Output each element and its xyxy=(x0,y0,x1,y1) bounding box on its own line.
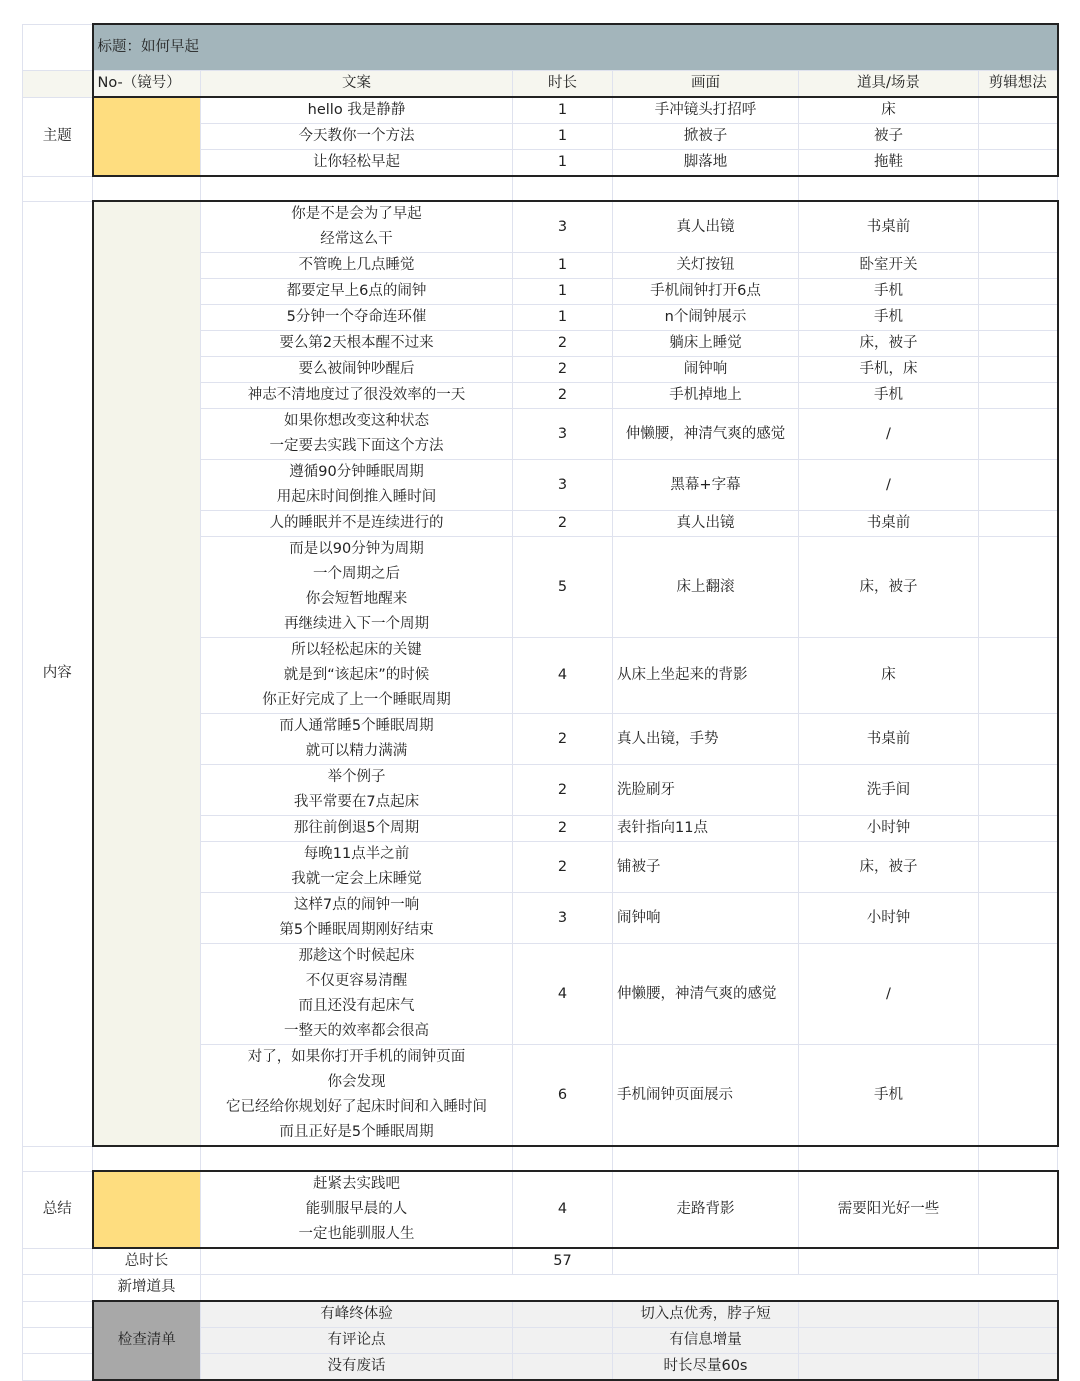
script-cell[interactable] xyxy=(201,511,513,537)
duration-cell[interactable]: 3 xyxy=(513,409,613,460)
script-line: 你会短暂地醒来 xyxy=(305,591,408,607)
script-line: 5分钟一个夺命连环催 xyxy=(286,309,427,325)
edit-idea-cell[interactable] xyxy=(979,383,1058,409)
script-line: 人的睡眠并不是连续进行的 xyxy=(269,515,444,531)
script-line: 能驯服早晨的人 xyxy=(305,1201,408,1217)
edit-idea-cell[interactable] xyxy=(979,305,1058,331)
duration-cell[interactable]: 2 xyxy=(513,842,613,893)
row-gutter[interactable] xyxy=(23,1301,93,1328)
edit-idea-cell[interactable] xyxy=(979,714,1058,765)
edit-idea-cell[interactable] xyxy=(979,279,1058,305)
props-cell[interactable]: 手机 xyxy=(799,279,979,305)
script-cell[interactable] xyxy=(201,409,513,460)
checklist-item[interactable]: 有信息增量 xyxy=(613,1328,799,1354)
scene-cell[interactable]: 关灯按钮 xyxy=(613,253,799,279)
props-cell[interactable]: 床，被子 xyxy=(799,331,979,357)
script-line: 举个例子 xyxy=(327,769,386,785)
section-label-summary[interactable]: 总结 xyxy=(23,1171,93,1248)
script-cell[interactable] xyxy=(201,279,513,305)
props-cell[interactable]: 床 xyxy=(799,638,979,714)
props-cell[interactable]: 手机 xyxy=(799,1045,979,1147)
duration-cell[interactable]: 5 xyxy=(513,537,613,638)
script-line: 一个周期之后 xyxy=(313,566,400,582)
scene-cell[interactable]: 掀被子 xyxy=(613,124,799,150)
script-cell[interactable] xyxy=(201,1171,513,1248)
empty-cell[interactable] xyxy=(201,176,513,201)
edit-idea-cell[interactable] xyxy=(979,150,1058,177)
total-duration[interactable]: 57 xyxy=(513,1248,613,1275)
edit-idea-cell[interactable] xyxy=(979,357,1058,383)
script-line: 而是以90分钟为周期 xyxy=(289,541,424,557)
duration-cell[interactable]: 2 xyxy=(513,383,613,409)
script-line: 要么第2天根本醒不过来 xyxy=(279,335,434,351)
script-line: 如果你想改变这种状态 xyxy=(284,413,429,429)
props-cell[interactable]: 小时钟 xyxy=(799,893,979,944)
new-props-value[interactable] xyxy=(201,1275,1058,1302)
script-line: 我平常要在7点起床 xyxy=(293,794,420,810)
props-cell[interactable]: 书桌前 xyxy=(799,511,979,537)
duration-cell[interactable]: 3 xyxy=(513,201,613,253)
script-line: 赶紧去实践吧 xyxy=(313,1176,400,1192)
props-cell[interactable]: 卧室开关 xyxy=(799,253,979,279)
props-cell[interactable]: / xyxy=(799,944,979,1045)
table-row xyxy=(23,71,1058,98)
edit-idea-cell[interactable] xyxy=(979,409,1058,460)
script-cell[interactable] xyxy=(201,357,513,383)
script-cell[interactable] xyxy=(201,383,513,409)
scene-cell[interactable]: 手机掉地上 xyxy=(613,383,799,409)
empty-cell[interactable] xyxy=(979,1146,1058,1171)
empty-cell[interactable] xyxy=(799,1328,979,1354)
script-line: 那趁这个时候起床 xyxy=(298,948,415,964)
empty-cell[interactable] xyxy=(799,1354,979,1381)
row-gutter[interactable] xyxy=(23,1328,93,1354)
edit-idea-cell[interactable] xyxy=(979,765,1058,816)
column-header[interactable]: 道具/场景 xyxy=(799,71,979,98)
script-cell[interactable] xyxy=(201,765,513,816)
script-line: 一定要去实践下面这个方法 xyxy=(269,438,444,454)
duration-cell[interactable]: 4 xyxy=(513,1171,613,1248)
edit-idea-cell[interactable] xyxy=(979,97,1058,124)
script-line: 而人通常睡5个睡眠周期 xyxy=(279,718,434,734)
scene-cell[interactable]: 黑幕+字幕 xyxy=(613,460,799,511)
total-label[interactable]: 总时长 xyxy=(93,1248,201,1275)
duration-cell[interactable]: 4 xyxy=(513,638,613,714)
duration-cell[interactable]: 2 xyxy=(513,765,613,816)
duration-cell[interactable]: 1 xyxy=(513,253,613,279)
checklist-label[interactable]: 检查清单 xyxy=(93,1301,201,1380)
script-line: 一整天的效率都会很高 xyxy=(284,1023,429,1039)
edit-idea-cell[interactable] xyxy=(979,1045,1058,1147)
script-line: 我就一定会上床睡觉 xyxy=(291,871,422,887)
edit-idea-cell[interactable] xyxy=(979,1171,1058,1248)
script-line: 用起床时间倒推入睡时间 xyxy=(276,489,437,505)
scene-cell[interactable]: 真人出镜，手势 xyxy=(613,714,799,765)
table-row xyxy=(23,1171,1058,1248)
scene-cell[interactable]: 走路背影 xyxy=(613,1171,799,1248)
scene-cell[interactable]: 伸懒腰，神清气爽的感觉 xyxy=(613,409,799,460)
sheet-title[interactable]: 标题：如何早起 xyxy=(93,24,1058,71)
duration-cell[interactable]: 2 xyxy=(513,511,613,537)
column-header[interactable]: 文案 xyxy=(201,71,513,98)
script-cell[interactable] xyxy=(201,124,513,150)
script-line: 它已经给你规划好了起床时间和入睡时间 xyxy=(226,1099,487,1115)
script-line: 你是不是会为了早起 xyxy=(291,206,422,222)
shot-number-cell[interactable] xyxy=(93,1171,201,1248)
section-label-theme[interactable]: 主题 xyxy=(23,97,93,176)
script-cell[interactable] xyxy=(201,638,513,714)
empty-cell[interactable] xyxy=(799,1248,979,1275)
props-cell[interactable]: 手机，床 xyxy=(799,357,979,383)
edit-idea-cell[interactable] xyxy=(979,537,1058,638)
script-line: 每晚11点半之前 xyxy=(303,846,410,862)
table-row xyxy=(23,1248,1058,1275)
script-line: 让你轻松早起 xyxy=(313,154,400,170)
scene-cell[interactable]: 真人出镜 xyxy=(613,511,799,537)
props-cell[interactable]: 手机 xyxy=(799,305,979,331)
storyboard-sheet xyxy=(22,23,1059,1381)
scene-cell[interactable]: 铺被子 xyxy=(613,842,799,893)
script-line: 遵循90分钟睡眠周期 xyxy=(289,464,424,480)
edit-idea-cell[interactable] xyxy=(979,816,1058,842)
empty-cell[interactable] xyxy=(799,1146,979,1171)
checklist-item[interactable]: 切入点优秀，脖子短 xyxy=(613,1301,799,1328)
empty-cell[interactable] xyxy=(513,1354,613,1381)
checklist-item[interactable]: 没有废话 xyxy=(201,1354,513,1381)
empty-cell[interactable] xyxy=(23,1146,93,1171)
script-line: 你正好完成了上一个睡眠周期 xyxy=(262,692,451,708)
row-gutter[interactable] xyxy=(23,1354,93,1381)
script-line: 一定也能驯服人生 xyxy=(298,1226,415,1242)
empty-cell[interactable] xyxy=(513,1301,613,1328)
props-cell[interactable]: 小时钟 xyxy=(799,816,979,842)
scene-cell[interactable]: 真人出镜 xyxy=(613,201,799,253)
row-gutter[interactable] xyxy=(23,1275,93,1302)
props-cell[interactable]: 需要阳光好一些 xyxy=(799,1171,979,1248)
empty-cell[interactable] xyxy=(799,176,979,201)
duration-cell[interactable]: 2 xyxy=(513,816,613,842)
script-cell[interactable] xyxy=(201,201,513,253)
script-line: 就是到“该起床”的时候 xyxy=(283,667,430,683)
scene-cell[interactable]: 伸懒腰，神清气爽的感觉 xyxy=(613,944,799,1045)
props-cell[interactable]: 拖鞋 xyxy=(799,150,979,177)
duration-cell[interactable]: 1 xyxy=(513,305,613,331)
duration-cell[interactable]: 1 xyxy=(513,124,613,150)
duration-cell[interactable]: 6 xyxy=(513,1045,613,1147)
script-line: 要么被闹钟吵醒后 xyxy=(298,361,415,377)
empty-cell[interactable] xyxy=(799,1301,979,1328)
script-cell[interactable] xyxy=(201,714,513,765)
duration-cell[interactable]: 3 xyxy=(513,460,613,511)
empty-cell[interactable] xyxy=(201,1248,513,1275)
scene-cell[interactable]: 表针指向11点 xyxy=(613,816,799,842)
empty-cell[interactable] xyxy=(513,1146,613,1171)
props-cell[interactable]: 洗手间 xyxy=(799,765,979,816)
script-line: hello 我是静静 xyxy=(307,102,406,118)
table-row xyxy=(23,1275,1058,1302)
duration-cell[interactable]: 2 xyxy=(513,714,613,765)
edit-idea-cell[interactable] xyxy=(979,253,1058,279)
scene-cell[interactable]: n个闹钟展示 xyxy=(613,305,799,331)
script-cell[interactable] xyxy=(201,816,513,842)
table-row xyxy=(23,1146,1058,1171)
checklist-item[interactable]: 有评论点 xyxy=(201,1328,513,1354)
props-cell[interactable]: 床，被子 xyxy=(799,537,979,638)
scene-cell[interactable]: 床上翻滚 xyxy=(613,537,799,638)
scene-cell[interactable]: 躺床上睡觉 xyxy=(613,331,799,357)
column-header[interactable]: 时长 xyxy=(513,71,613,98)
script-line: 都要定早上6点的闹钟 xyxy=(286,283,427,299)
duration-cell[interactable]: 1 xyxy=(513,279,613,305)
checklist-item[interactable]: 时长尽量60s xyxy=(613,1354,799,1381)
shot-number-cell[interactable] xyxy=(93,97,201,176)
props-cell[interactable]: / xyxy=(799,409,979,460)
edit-idea-cell[interactable] xyxy=(979,201,1058,253)
script-line: 不管晚上几点睡觉 xyxy=(298,257,415,273)
script-line: 不仅更容易清醒 xyxy=(305,973,408,989)
empty-cell[interactable] xyxy=(513,176,613,201)
empty-cell[interactable] xyxy=(979,1301,1058,1328)
empty-cell[interactable] xyxy=(979,1248,1058,1275)
edit-idea-cell[interactable] xyxy=(979,842,1058,893)
duration-cell[interactable]: 2 xyxy=(513,357,613,383)
empty-cell[interactable] xyxy=(613,1248,799,1275)
script-cell[interactable] xyxy=(201,1045,513,1147)
scene-cell[interactable]: 闹钟响 xyxy=(613,357,799,383)
duration-cell[interactable]: 4 xyxy=(513,944,613,1045)
duration-cell[interactable]: 1 xyxy=(513,150,613,177)
edit-idea-cell[interactable] xyxy=(979,944,1058,1045)
scene-cell[interactable]: 从床上坐起来的背影 xyxy=(613,638,799,714)
props-cell[interactable]: 床，被子 xyxy=(799,842,979,893)
empty-cell[interactable] xyxy=(613,1146,799,1171)
table-row xyxy=(23,176,1058,201)
scene-cell[interactable]: 手机闹钟打开6点 xyxy=(613,279,799,305)
empty-cell[interactable] xyxy=(93,1146,201,1171)
script-line: 而且还没有起床气 xyxy=(298,998,415,1014)
script-cell[interactable] xyxy=(201,460,513,511)
empty-cell[interactable] xyxy=(201,1146,513,1171)
script-line: 那往前倒退5个周期 xyxy=(293,820,420,836)
new-props-label[interactable]: 新增道具 xyxy=(93,1275,201,1302)
table-row xyxy=(23,97,1058,124)
scene-cell[interactable]: 手机闹钟页面展示 xyxy=(613,1045,799,1147)
script-cell[interactable] xyxy=(201,97,513,124)
scene-cell[interactable]: 闹钟响 xyxy=(613,893,799,944)
table-row xyxy=(23,24,1058,71)
edit-idea-cell[interactable] xyxy=(979,460,1058,511)
row-gutter[interactable] xyxy=(23,24,93,71)
script-cell[interactable] xyxy=(201,944,513,1045)
edit-idea-cell[interactable] xyxy=(979,331,1058,357)
edit-idea-cell[interactable] xyxy=(979,638,1058,714)
props-cell[interactable]: 书桌前 xyxy=(799,714,979,765)
script-line: 第5个睡眠周期刚好结束 xyxy=(279,922,434,938)
column-header[interactable]: 画面 xyxy=(613,71,799,98)
empty-cell[interactable] xyxy=(979,176,1058,201)
scene-cell[interactable]: 洗脸刷牙 xyxy=(613,765,799,816)
script-line: 所以轻松起床的关键 xyxy=(291,642,422,658)
edit-idea-cell[interactable] xyxy=(979,124,1058,150)
script-line: 而且正好是5个睡眠周期 xyxy=(279,1124,434,1140)
column-header[interactable]: No-（镜号） xyxy=(93,71,201,98)
empty-cell[interactable] xyxy=(979,1328,1058,1354)
section-label-content[interactable]: 内容 xyxy=(23,201,93,1146)
empty-cell[interactable] xyxy=(23,176,93,201)
table-row xyxy=(23,1301,1058,1328)
props-cell[interactable]: 床 xyxy=(799,97,979,124)
script-cell[interactable] xyxy=(201,253,513,279)
script-line: 再继续进入下一个周期 xyxy=(284,616,429,632)
empty-cell[interactable] xyxy=(613,176,799,201)
scene-cell[interactable]: 手冲镜头打招呼 xyxy=(613,97,799,124)
table-row xyxy=(23,201,1058,253)
props-cell[interactable]: 书桌前 xyxy=(799,201,979,253)
shot-number-cell[interactable] xyxy=(93,201,201,1146)
script-cell[interactable] xyxy=(201,305,513,331)
script-line: 对了，如果你打开手机的闹钟页面 xyxy=(247,1049,466,1065)
row-gutter[interactable] xyxy=(23,1248,93,1275)
checklist-item[interactable]: 有峰终体验 xyxy=(201,1301,513,1328)
column-header[interactable]: 剪辑想法 xyxy=(979,71,1058,98)
duration-cell[interactable]: 2 xyxy=(513,331,613,357)
empty-cell[interactable] xyxy=(979,1354,1058,1381)
script-cell[interactable] xyxy=(201,893,513,944)
duration-cell[interactable]: 3 xyxy=(513,893,613,944)
script-line: 经常这么干 xyxy=(320,231,393,247)
script-line: 就可以精力满满 xyxy=(305,743,408,759)
script-cell[interactable] xyxy=(201,537,513,638)
props-cell[interactable]: 手机 xyxy=(799,383,979,409)
duration-cell[interactable]: 1 xyxy=(513,97,613,124)
script-line: 神志不清地度过了很没效率的一天 xyxy=(247,387,466,403)
edit-idea-cell[interactable] xyxy=(979,511,1058,537)
edit-idea-cell[interactable] xyxy=(979,893,1058,944)
empty-cell[interactable] xyxy=(93,176,201,201)
props-cell[interactable]: 被子 xyxy=(799,124,979,150)
script-line: 今天教你一个方法 xyxy=(298,128,415,144)
script-line: 这样7点的闹钟一响 xyxy=(293,897,420,913)
script-line: 你会发现 xyxy=(327,1074,386,1090)
empty-cell[interactable] xyxy=(513,1328,613,1354)
row-gutter[interactable] xyxy=(23,71,93,98)
script-cell[interactable] xyxy=(201,842,513,893)
props-cell[interactable]: / xyxy=(799,460,979,511)
scene-cell[interactable]: 脚落地 xyxy=(613,150,799,177)
script-cell[interactable] xyxy=(201,150,513,177)
script-cell[interactable] xyxy=(201,331,513,357)
